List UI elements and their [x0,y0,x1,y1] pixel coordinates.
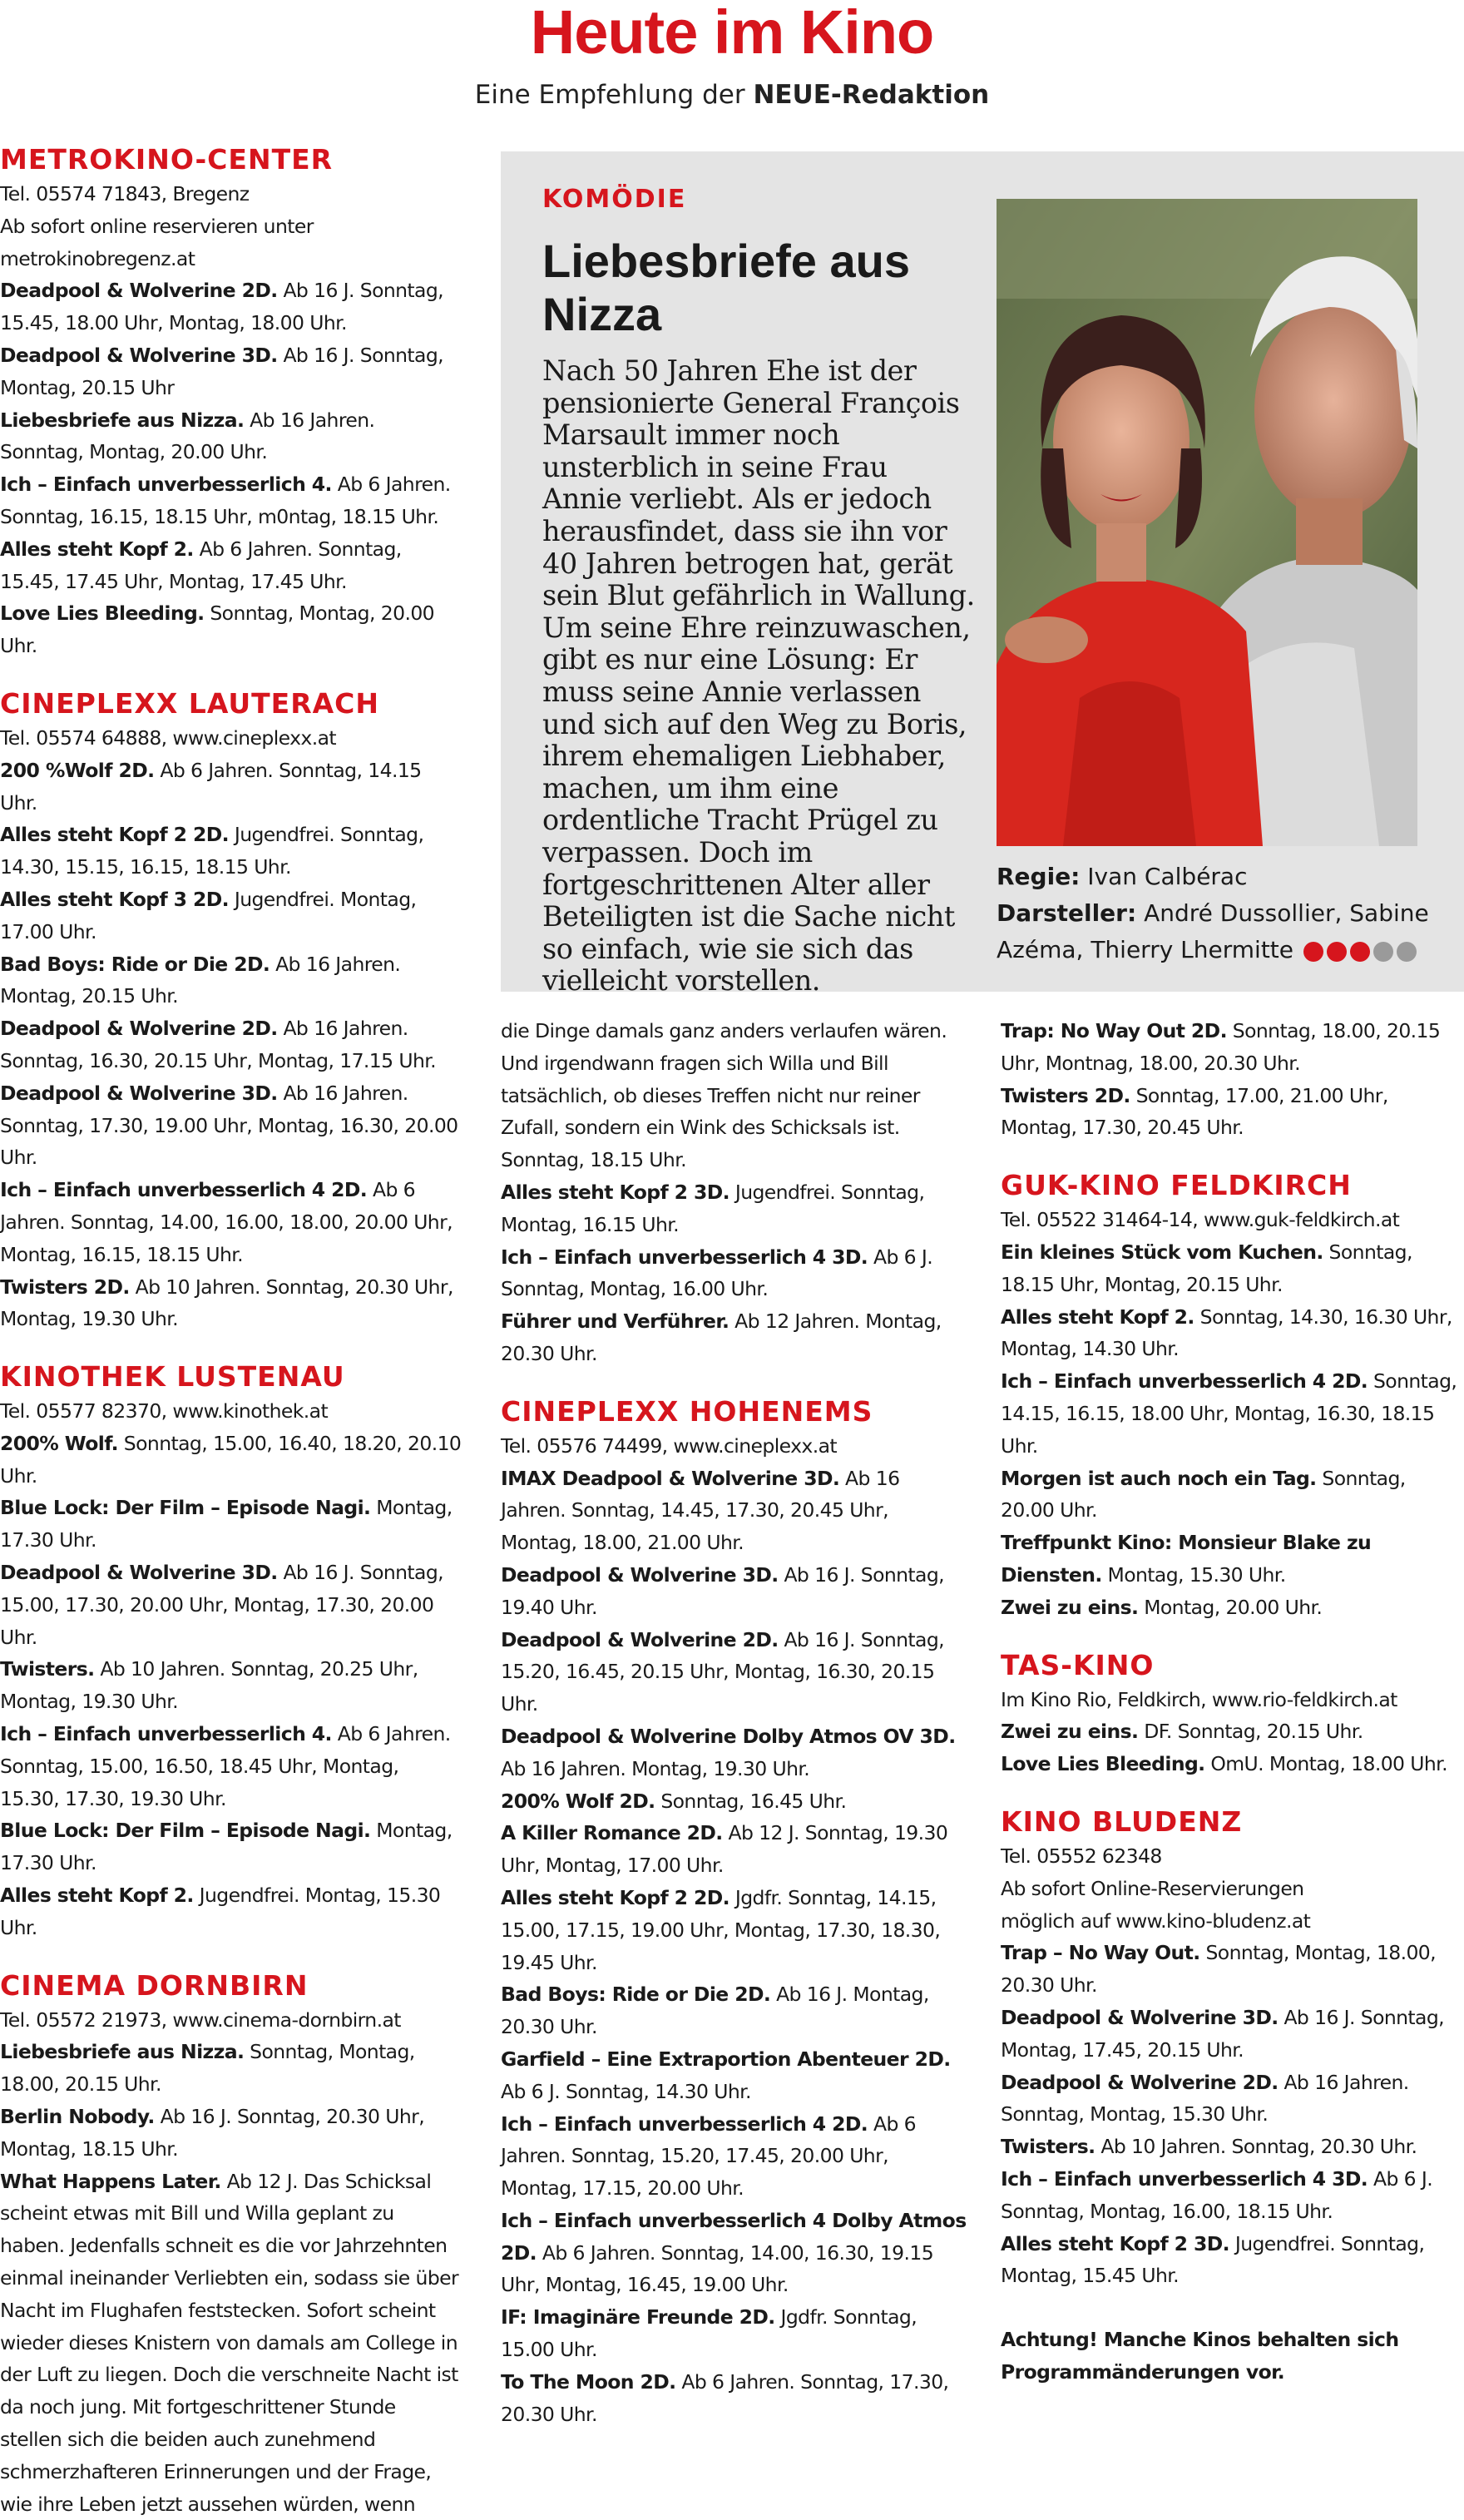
movie-title: Alles steht Kopf 2 3D. [501,1180,730,1204]
movie-title: Garfield – Eine Extraportion Abenteuer 2D. [501,2047,951,2071]
movie-details: Sonntag, 18.15 Uhr, Montag, 20.15 Uhr. [1001,1240,1412,1296]
movie-title: Deadpool & Wolverine 3D. [1001,2005,1279,2029]
movie-details: Ab 6 Jahren. Sonntag, 15.20, 17.45, 20.00 Uhr, Montag, 17.15, 20.00 Uhr. [501,2112,917,2201]
movie-title: Alles steht Kopf 2 2D. [0,823,229,847]
rating-dots [1303,933,1420,969]
column-middle [501,1015,967,2430]
movie-title: Liebesbriefe aus Nizza. [0,2040,245,2064]
showtime-entry [501,1463,967,1559]
darsteller-label: Darsteller: [997,899,1137,927]
movie-photo [997,199,1417,846]
showtime-entry [1001,1748,1464,1780]
showtime-entry [0,1653,462,1718]
feature-box [501,151,1464,998]
movie-title: Blue Lock: Der Film – Episode Nagi. [0,1496,371,1520]
showtime-entry [1001,1365,1464,1462]
showtime-entry [0,275,462,339]
feature-body: Nach 50 Jahren Ehe ist der pensionierte General François Marsault immer noch unsterblich in seine Frau Annie verliebt. Als er jedoch herausfindet, dass sie ihn vor 40 Jahren betrogen hat, gerät sein Blut gefährlich in Wallung. Um seine Ehre reinzuwaschen, gibt es nur eine Lösung: Er muss seine Annie verlassen und sich auf den Weg zu Boris, ihrem ehemaligen Liebhaber, machen, um ihm eine ordentliche Tracht Prügel zu verpassen. Doch im fortgeschrittenen Alter aller Beteiligten ist die Sache nicht so einfach, wie sie sich das vielleicht vorstellen. [542,354,975,998]
movie-details: Jugendfrei. Montag, 17.00 Uhr. [0,887,417,943]
movie-details: Ab 12 J. Sonntag, 19.30 Uhr, Montag, 17.00 Uhr. [501,1821,948,1878]
showtime-entry [1001,1463,1464,1527]
movie-details: Ab 16 Jahren. Sonntag, Montag, 20.00 Uhr. [0,408,375,464]
rating-dot-filled [1350,942,1370,962]
showtime-entry [0,1174,462,1270]
movie-details: Ab 12 J. Das Schicksal scheint etwas mit Bill und Willa geplant zu haben. Jedenfalls schneit es die vor Jahrzehnten einmal ineinander Verliebten ein, sodass sie über Nacht im Flughafen feststecken. Sofort scheint wieder dieses Knistern von damals am College in der Luft zu liegen. Doch die verschneite Nacht ist da noch jung. Mit fortgeschrittener Stunde stellen sich die beiden auch zunehmend schmerzhafteren Erinnerungen und der Frage, wie ihre Leben jetzt aussehen würden, wenn [0,2169,459,2516]
showtime-entry [1001,1236,1464,1301]
movie-title: Twisters. [0,1657,95,1681]
cinema-block-dornbirn-continued [501,1015,967,1370]
showtime-entry [501,2043,967,2108]
regie-label: Regie: [997,863,1081,890]
cinema-info-line: möglich auf www.kino-bludenz.at [1001,1909,1311,1933]
showtime-entry [1001,1080,1464,1145]
showtime-entry [0,1718,462,1814]
movie-title: Deadpool & Wolverine 2D. [0,1017,278,1041]
movie-details: Jugendfrei. Sonntag, Montag, 16.15 Uhr. [501,1180,925,1236]
cinema-entries [0,755,462,1335]
movie-title: Deadpool & Wolverine 3D. [0,1561,278,1585]
page-subtitle [0,78,1464,111]
movie-title: Alles steht Kopf 2. [0,537,194,561]
showtime-entry [1001,1301,1464,1366]
movie-details: Ab 16 J. Sonntag, Montag, 17.45, 20.15 Uhr. [1001,2005,1445,2062]
cinema-entries [0,1428,462,1944]
showtime-entry [501,1882,967,1978]
showtime-entry [1001,1592,1464,1624]
rating-dot-empty [1397,942,1417,962]
movie-title: Treffpunkt Kino: Monsieur Blake zu Diensten. [1001,1531,1372,1587]
movie-details: Ab 6 Jahren. Sonntag, 16.15, 18.15 Uhr, m0ntag, 18.15 Uhr. [0,473,451,528]
movie-details: Jugendfrei. Montag, 15.30 Uhr. [0,1884,441,1939]
showtime-entry [501,1785,967,1818]
rating-dot-filled [1303,942,1323,962]
regie-line [997,859,1429,895]
cinema-info [0,1395,462,1428]
movie-title: Deadpool & Wolverine 3D. [0,343,278,367]
cinema-info [1001,1684,1464,1716]
showtime-entry [0,1557,462,1653]
showtime-entry [0,1428,462,1493]
movie-details: Ab 12 Jahren. Montag, 20.30 Uhr. [501,1310,942,1365]
cinema-info-line: Tel. 05574 71843, Bregenz [0,182,250,205]
column-left [0,141,462,2520]
cinema-name: CINEPLEXX HOHENEMS [501,1394,873,1428]
movie-details: Sonntag, 18.00, 20.15 Uhr, Montnag, 18.00, 20.30 Uhr. [1001,1019,1441,1075]
movie-title: 200 %Wolf 2D. [0,758,155,782]
movie-title: Ich – Einfach unverbesserlich 4. [0,473,332,497]
movie-details: Sonntag, Montag, 20.00 Uhr. [0,602,435,658]
movie-title: Ich – Einfach unverbesserlich 4 Dolby Atmos 2D. [501,2208,967,2265]
cinema-info [1001,1204,1464,1236]
cinema-block-lauterach [0,686,462,1335]
movie-details: Sonntag, 20.00 Uhr. [1001,1466,1406,1522]
showtime-entry [501,1624,967,1720]
cinema-entries [0,2036,462,2520]
movie-details: Sonntag, Montag, 18.00, 20.30 Uhr. [1001,1941,1437,1998]
movie-title: Ein kleines Stück vom Kuchen. [1001,1240,1323,1264]
movie-title: IF: Imaginäre Freunde 2D. [501,2305,775,2329]
cinema-name: KINO BLUDENZ [1001,1805,1243,1838]
movie-title: Twisters 2D. [1001,1083,1130,1107]
movie-details: Ab 6 Jahren. Sonntag, 15.45, 17.45 Uhr, Montag, 17.45 Uhr. [0,537,402,593]
showtime-entry [0,2101,462,2166]
showtime-entry [0,2166,462,2520]
movie-title: Deadpool & Wolverine 2D. [501,1627,779,1651]
regie-value: Ivan Calbérac [1087,863,1248,890]
movie-details: Jugendfrei. Sonntag, Montag, 15.45 Uhr. [1001,2231,1425,2288]
movie-details: Ab 6 J. Sonntag, Montag, 16.00, 18.15 Uhr. [1001,2166,1433,2223]
cinema-info [0,178,462,275]
cinema-block-hohenems [501,1394,967,2431]
showtime-entry [1001,2228,1464,2293]
cinema-info-line: Im Kino Rio, Feldkirch, www.rio-feldkirch.at [1001,1687,1397,1711]
movie-title: Love Lies Bleeding. [1001,1752,1205,1776]
movie-title: Ich – Einfach unverbesserlich 4 3D. [501,1245,868,1269]
movie-title: Alles steht Kopf 2. [1001,1305,1194,1329]
showtime-entry [501,2205,967,2301]
showtime-entry [0,468,462,533]
movie-details: Ab 16 Jahren. Sonntag, 14.45, 17.30, 20.45 Uhr, Montag, 18.00, 21.00 Uhr. [501,1466,900,1555]
showtime-entry [501,2366,967,2431]
showtime-entry [501,1241,967,1306]
movie-details: Jgdfr. Sonntag, 15.00 Uhr. [501,2305,917,2362]
showtime-entry [0,884,462,948]
movie-details: Sonntag, 16.45 Uhr. [655,1789,847,1813]
showtime-entry [1001,2067,1464,2131]
movie-details: Jgdfr. Sonntag, 14.15, 15.00, 17.15, 19.00 Uhr, Montag, 17.30, 18.30, 19.45 Uhr. [501,1885,941,1974]
movie-details: Montag, 20.00 Uhr. [1138,1595,1323,1619]
movie-title: 200% Wolf. [0,1431,118,1455]
cinema-info-line: Ab sofort online reservieren unter [0,214,314,238]
rating-dot-filled [1327,942,1347,962]
movie-details: Sonntag, 15.00, 16.40, 18.20, 20.10 Uhr. [0,1431,462,1488]
showtime-entry [1001,1715,1464,1748]
movie-title: Trap: No Way Out 2D. [1001,1019,1227,1042]
cinema-block-feldkirch [1001,1167,1464,1623]
showtime-entry [0,533,462,598]
movie-details: Ab 16 J. Montag, 20.30 Uhr. [501,1983,929,2039]
cinema-name: KINOTHEK LUSTENAU [0,1360,345,1394]
movie-title: Deadpool & Wolverine 2D. [0,279,278,303]
movie-title: Ich – Einfach unverbesserlich 4 2D. [0,1178,368,1202]
page-title: Heute im Kino [530,0,934,67]
showtime-entry [0,404,462,469]
movie-details: Ab 16 J. Sonntag, 15.00, 17.30, 20.00 Uhr, Montag, 17.30, 20.00 Uhr. [0,1561,444,1649]
cinema-block-bludenz [1001,1804,1464,2292]
rating-dot-empty [1373,942,1393,962]
movie-details: Ab 16 J. Sonntag, 15.45, 18.00 Uhr, Montag, 18.00 Uhr. [0,279,444,335]
feature-credits [997,859,1429,969]
feature-genre: KOMÖDIE [542,185,687,214]
movie-title: Morgen ist auch noch ein Tag. [1001,1466,1317,1490]
movie-details: Ab 6 Jahren. Sonntag, 15.00, 16.50, 18.45 Uhr, Montag, 15.30, 17.30, 19.30 Uhr. [0,1722,451,1810]
showtime-entry [0,597,462,662]
cinema-entries [1001,1715,1464,1780]
movie-details: die Dinge damals ganz anders verlaufen wären. Und irgendwann fragen sich Willa und Bill tatsächlich, ob dieses Treffen nicht nur reiner Zufall, sondern ein Wink des Schicksals ist. Sonntag, 18.15 Uhr. [501,1019,947,1172]
movie-title: Bad Boys: Ride or Die 2D. [0,952,270,976]
cinema-block-lustenau [0,1359,462,1944]
showtime-entry [0,2036,462,2101]
movie-title: IMAX Deadpool & Wolverine 3D. [501,1466,840,1490]
movie-details: Sonntag, Montag, 18.00, 20.15 Uhr. [0,2040,415,2097]
feature-title: Liebesbriefe aus Nizza [542,235,910,340]
cinema-info-line: Tel. 05522 31464-14, www.guk-feldkirch.at [1001,1208,1400,1232]
movie-title: Bad Boys: Ride or Die 2D. [501,1983,771,2007]
movie-title: Alles steht Kopf 2 3D. [1001,2231,1229,2255]
cinema-info-line: Tel. 05572 21973, www.cinema-dornbirn.at [0,2008,401,2032]
movie-details: Ab 16 Jahren. Sonntag, 17.30, 19.00 Uhr, Montag, 16.30, 20.00 Uhr. [0,1081,458,1170]
showtime-entry [501,1559,967,1624]
subtitle-prefix: Eine Empfehlung der [474,80,754,110]
movie-title: Twisters 2D. [0,1275,130,1299]
showtime-entry [1001,1527,1464,1592]
movie-title: Deadpool & Wolverine 2D. [1001,2070,1279,2094]
showtime-entry [1001,2002,1464,2067]
movie-details: Montag, 15.30 Uhr. [1101,1562,1286,1587]
showtime-entry [0,819,462,884]
movie-details: Ab 6 Jahren. Sonntag, 14.15 Uhr. [0,758,422,814]
showtime-entry [1001,1937,1464,2002]
movie-details: Sonntag, 14.15, 16.15, 18.00 Uhr, Montag, 16.30, 18.15 Uhr. [1001,1369,1457,1458]
movie-details: DF. Sonntag, 20.15 Uhr. [1138,1720,1363,1744]
movie-title: Zwei zu eins. [1001,1595,1139,1619]
movie-title: Deadpool & Wolverine 3D. [0,1081,278,1105]
cinema-name: METROKINO-CENTER [0,143,334,176]
movie-details: Ab 16 Jahren. Sonntag, 16.30, 20.15 Uhr, Montag, 17.15 Uhr. [0,1017,437,1072]
movie-details: Ab 10 Jahren. Sonntag, 20.25 Uhr, Montag, 19.30 Uhr. [0,1657,418,1714]
cinema-block-metro [0,141,462,662]
showtime-entry [501,1978,967,2043]
showtime-entry [0,948,462,1013]
showtime-entry [501,1817,967,1882]
movie-title: Blue Lock: Der Film – Episode Nagi. [0,1819,371,1843]
movie-title: Ich – Einfach unverbesserlich 4 3D. [1001,2166,1368,2191]
movie-details: Ab 16 J. Sonntag, 15.20, 16.45, 20.15 Uhr, Montag, 16.30, 20.15 Uhr. [501,1627,945,1716]
movie-title: Love Lies Bleeding. [0,602,205,626]
showtime-entry [501,1720,967,1785]
movie-details: Jugendfrei. Sonntag, 14.30, 15.15, 16.15, 18.15 Uhr. [0,823,424,879]
movie-details: Sonntag, 14.30, 16.30 Uhr, Montag, 14.30 Uhr. [1001,1305,1452,1361]
cinema-entries [501,1015,967,1370]
movie-title: Ich – Einfach unverbesserlich 4 2D. [1001,1369,1368,1394]
movie-title: Alles steht Kopf 2. [0,1884,194,1908]
movie-details: Ab 16 Jahren. Sonntag, Montag, 15.30 Uhr. [1001,2070,1409,2126]
showtime-entry [501,2301,967,2366]
movie-details: Ab 16 J. Sonntag, 19.40 Uhr. [501,1562,945,1619]
cinema-info [1001,1840,1464,1937]
cinema-block-hohenems-continued [1001,1015,1464,1144]
schedule-disclaimer: Achtung! Manche Kinos behalten sich Programmänderungen vor. [1001,2328,1399,2384]
cinema-entries [1001,1015,1464,1144]
cinema-name: CINEPLEXX LAUTERACH [0,686,379,720]
movie-title: Deadpool & Wolverine Dolby Atmos OV 3D. [501,1724,956,1748]
movie-title: Berlin Nobody. [0,2105,155,2129]
movie-title: 200% Wolf 2D. [501,1789,655,1813]
showtime-entry [501,1015,967,1176]
cinema-name: CINEMA DORNBIRN [0,1968,309,2002]
movie-details: Ab 16 Jahren. Montag, 20.15 Uhr. [0,952,401,1008]
movie-title: A Killer Romance 2D. [501,1821,723,1845]
darsteller-line [997,895,1429,969]
movie-details: Ab 10 Jahren. Sonntag, 20.30 Uhr, Montag, 19.30 Uhr. [0,1275,453,1331]
movie-details: OmU. Montag, 18.00 Uhr. [1204,1752,1447,1776]
column-right [1001,1015,1464,2389]
cinema-info-line: Tel. 05574 64888, www.cineplexx.at [0,725,336,750]
cinema-info [0,2004,462,2037]
cinema-info-line: Tel. 05577 82370, www.kinothek.at [0,1399,329,1423]
showtime-entry [0,1879,462,1944]
showtime-entry [0,1012,462,1077]
movie-details: Ab 16 Jahren. Montag, 19.30 Uhr. [501,1756,810,1780]
movie-title: Alles steht Kopf 3 2D. [0,887,229,911]
cinema-info-line: Tel. 05552 62348 [1001,1844,1162,1868]
movie-details: Sonntag, 17.00, 21.00 Uhr, Montag, 17.30, 20.45 Uhr. [1001,1083,1388,1140]
showtime-entry [0,1271,462,1336]
showtime-entry [1001,2131,1464,2163]
movie-title: What Happens Later. [0,2169,221,2193]
cinema-block-tas [1001,1647,1464,1780]
movie-title: Führer und Verführer. [501,1310,730,1334]
showtime-entry [501,1176,967,1241]
movie-details: Ab 6 J. Sonntag, Montag, 16.00 Uhr. [501,1245,933,1301]
cinema-info [0,722,462,755]
cinema-entries [501,1463,967,2431]
cinema-info-line: Tel. 05576 74499, www.cineplexx.at [501,1433,837,1458]
movie-title: Trap – No Way Out. [1001,1941,1200,1965]
showtime-entry [501,2108,967,2205]
darsteller-value: André Dussollier, Sabine Azéma, Thierry Lhermitte [997,899,1429,963]
movie-details: Ab 6 J. Sonntag, 14.30 Uhr. [501,2079,751,2103]
cinema-info-line: metrokinobregenz.at [0,246,195,270]
movie-details: Montag, 17.30 Uhr. [0,1819,453,1875]
cinema-entries [1001,1236,1464,1624]
cinema-block-dornbirn [0,1968,462,2520]
showtime-entry [0,339,462,404]
subtitle-bold: NEUE-Redaktion [753,80,990,110]
movie-title: Ich – Einfach unverbesserlich 4 2D. [501,2112,868,2136]
showtime-entry [1001,2163,1464,2228]
cinema-name: GUK-KINO FELDKIRCH [1001,1169,1352,1202]
showtime-entry [0,1077,462,1174]
movie-details: Ab 6 Jahren. Sonntag, 14.00, 16.00, 18.00, 20.00 Uhr, Montag, 16.15, 18.15 Uhr. [0,1178,453,1266]
movie-title: To The Moon 2D. [501,2369,676,2394]
movie-title: Alles steht Kopf 2 2D. [501,1885,730,1909]
movie-details: Ab 16 J. Sonntag, 20.30 Uhr, Montag, 18.15 Uhr. [0,2105,425,2161]
movie-details: Ab 6 Jahren. Sonntag, 17.30, 20.30 Uhr. [501,2369,949,2426]
movie-title: Deadpool & Wolverine 3D. [501,1562,779,1587]
movie-details: Ab 16 J. Sonntag, Montag, 20.15 Uhr [0,343,444,399]
cinema-entries [1001,1937,1464,2292]
cinema-info [501,1430,967,1463]
showtime-entry [0,1814,462,1879]
movie-details: Ab 6 Jahren. Sonntag, 14.00, 16.30, 19.15 Uhr, Montag, 16.45, 19.00 Uhr. [501,2240,934,2297]
movie-title: Liebesbriefe aus Nizza. [0,408,245,432]
movie-title: Zwei zu eins. [1001,1720,1139,1744]
cinema-name: TAS-KINO [1001,1648,1155,1681]
showtime-entry [501,1305,967,1370]
cinema-entries [0,275,462,662]
showtime-entry [0,755,462,819]
cinema-info-line: Ab sofort Online-Reservierungen [1001,1876,1304,1900]
movie-details: Montag, 17.30 Uhr. [0,1496,453,1552]
showtime-entry [0,1492,462,1557]
movie-title: Ich – Einfach unverbesserlich 4. [0,1722,332,1746]
movie-details: Ab 10 Jahren. Sonntag, 20.30 Uhr. [1095,2135,1417,2159]
movie-title: Twisters. [1001,2135,1096,2159]
showtime-entry [1001,1015,1464,1080]
